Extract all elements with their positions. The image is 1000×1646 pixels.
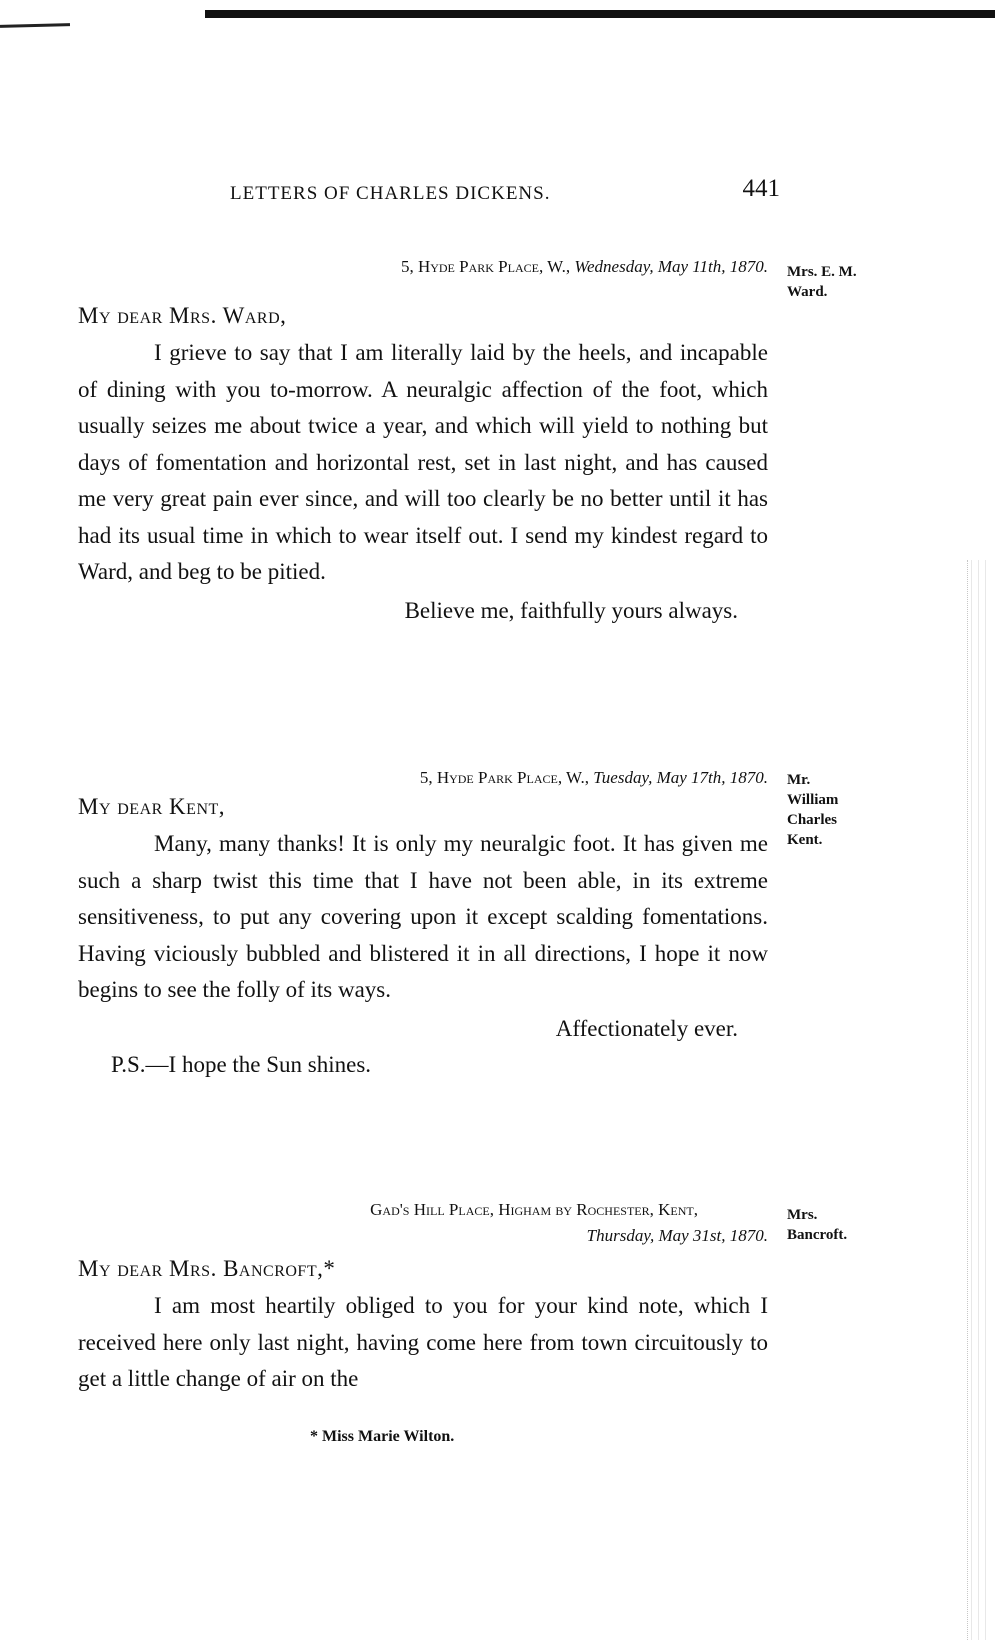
letter-ward <box>78 257 768 629</box>
page-number: 441 <box>742 175 780 202</box>
dateline-address: Gad's Hill Place, Higham by Rochester, Kent, <box>370 1200 698 1219</box>
letter-body: Many, many thanks! It is only my neuralgic foot. It has given me such a sharp twist this time that I have not been able, in its extreme sensitiveness, to put any covering upon it except scalding fomentations. Having viciously bubbled and blistered it in all directions, I hope it now begins to see the folly of its ways. <box>78 831 768 1002</box>
dateline-address: 5, Hyde Park Place, W., <box>419 768 590 787</box>
recipient-margin-note: Mr. William Charles Kent. <box>787 772 839 848</box>
letter-salutation: My dear Kent, <box>78 794 226 819</box>
letter-postscript: P.S.—I hope the Sun shines. <box>111 1051 372 1077</box>
letter-dateline <box>78 257 768 277</box>
recipient-margin-note: Mrs. Bancroft. <box>787 1207 848 1243</box>
running-title: LETTERS OF CHARLES DICKENS. <box>230 183 551 204</box>
running-head <box>230 175 780 211</box>
top-edge-mark <box>0 23 70 28</box>
dateline-date: Wednesday, May 11th, 1870. <box>574 257 768 276</box>
letter-body: I grieve to say that I am literally laid by the heels, and incapable of dining with you to-morrow. A neuralgic affection of the foot, which usually seizes me about twice a year, and which will yield to nothing but days of fomentation and horizontal rest, set in last night, and has caused me very great pain ever since, and will too clearly be no better until it has had its usual time in which to wear itself out. I send my kindest regard to Ward, and beg to be pitied. <box>78 340 768 584</box>
letter-salutation: My dear Mrs. Bancroft,* <box>78 1256 336 1281</box>
top-border-rule <box>205 10 995 18</box>
dateline-date: Tuesday, May 17th, 1870. <box>593 768 768 787</box>
letter-dateline <box>78 768 768 788</box>
letter-salutation: My dear Mrs. Ward, <box>78 303 287 328</box>
letter-kent <box>78 768 768 1083</box>
letter-closing: Affectionately ever. <box>555 1015 738 1041</box>
letter-body: I am most heartily obliged to you for your kind note, which I received here only last night, having come here from town circuitously to get a little change of air on the <box>78 1293 768 1391</box>
page-edge-texture <box>967 560 990 1640</box>
letter-dateline <box>78 1200 768 1246</box>
dateline-date: Thursday, May 31st, 1870. <box>586 1226 768 1245</box>
dateline-address: 5, Hyde Park Place, W., <box>400 257 571 276</box>
letter-closing: Believe me, faithfully yours always. <box>404 597 738 623</box>
footnote: * Miss Marie Wilton. <box>310 1428 455 1445</box>
letter-bancroft <box>78 1200 768 1398</box>
recipient-margin-note: Mrs. E. M. Ward. <box>787 264 857 300</box>
